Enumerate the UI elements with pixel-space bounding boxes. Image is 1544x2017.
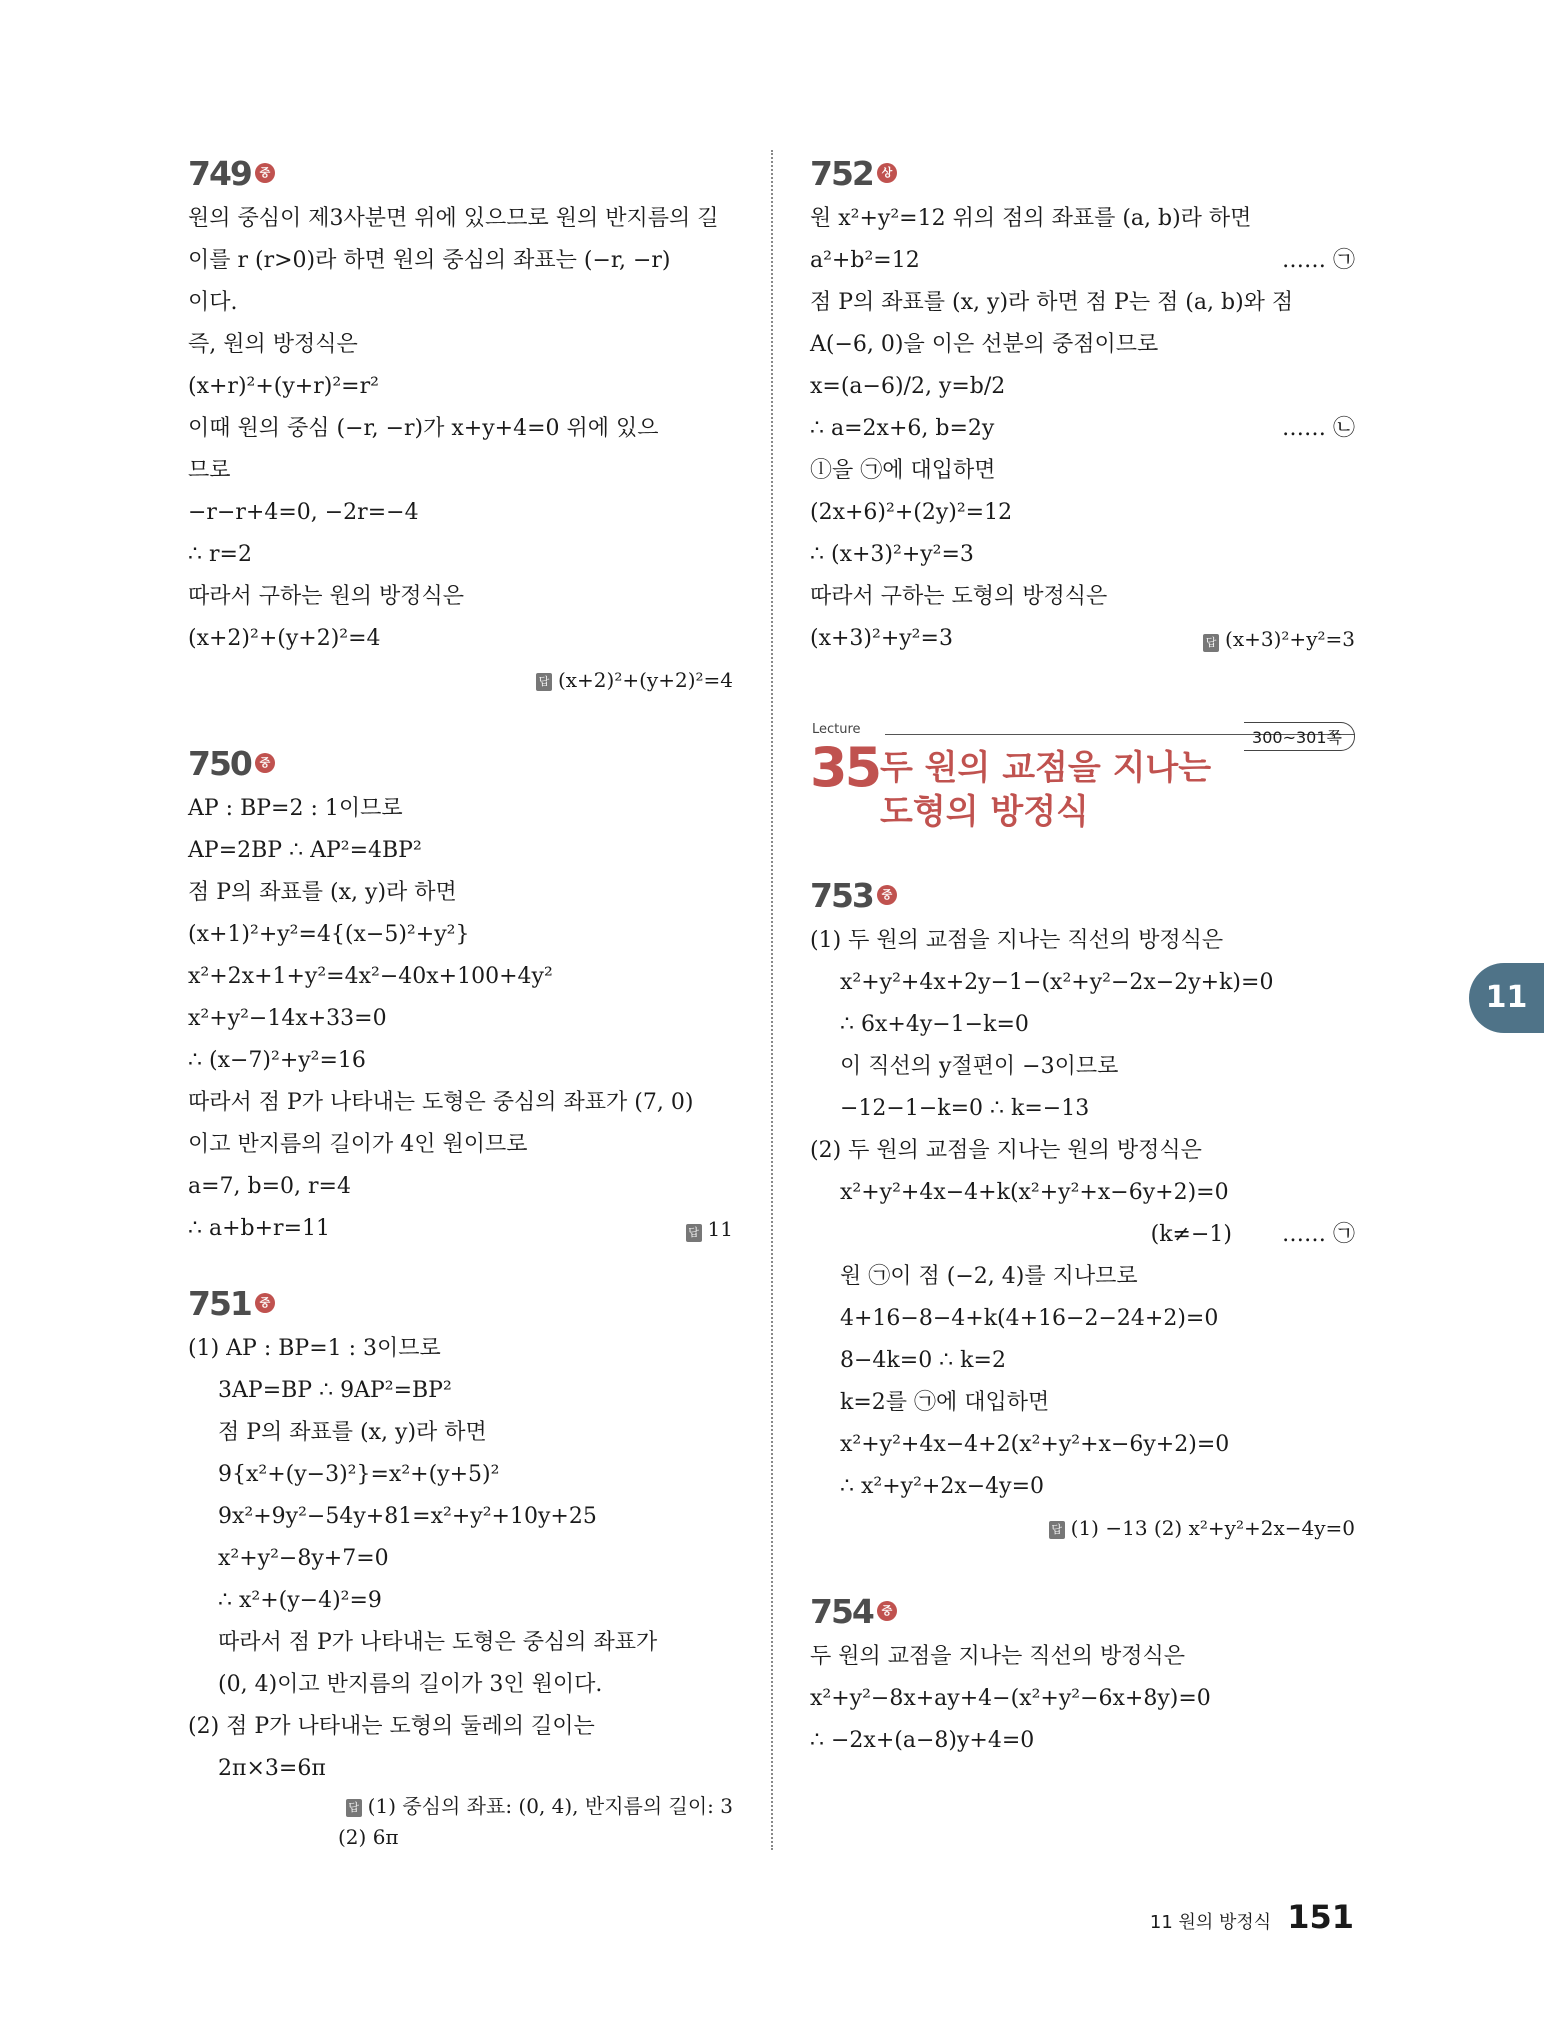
answer-icon: 답 — [1203, 634, 1219, 652]
answer: 답 (1) 중심의 좌표: (0, 4), 반지름의 길이: 3 — [188, 1790, 733, 1822]
chapter-side-tab: 11 — [1469, 963, 1544, 1033]
solution-line: 두 원의 교점을 지나는 직선의 방정식은 — [810, 1644, 1185, 1669]
problem-750 — [188, 740, 733, 1250]
problem-number: 753 — [810, 875, 873, 915]
solution-line: x²+y²−14x+33=0 — [188, 1006, 387, 1031]
solution-line: x²+y²+4x+2y−1−(x²+y²−2x−2y+k)=0 — [840, 970, 1274, 995]
solution-line: 점 P의 좌표를 (x, y)라 하면 — [218, 1420, 487, 1445]
solution-line: x²+y²−8x+ay+4−(x²+y²−6x+8y)=0 — [810, 1686, 1211, 1711]
solution-line: (1) 두 원의 교점을 지나는 직선의 방정식은 — [810, 928, 1224, 953]
difficulty-badge: 중 — [255, 163, 275, 183]
solution-line: ∴ x²+(y−4)²=9 — [218, 1588, 382, 1613]
solution-line: (1) AP : BP=1 : 3이므로 — [188, 1336, 441, 1361]
solution-line: 점 P의 좌표를 (x, y)라 하면 — [188, 880, 457, 905]
solution-line: 원 x²+y²=12 위의 점의 좌표를 (a, b)라 하면 — [810, 206, 1252, 231]
solution-line: 므로 — [188, 458, 231, 483]
problem-number: 749 — [188, 153, 251, 193]
equation-tag: …… ㉠ — [1282, 248, 1355, 273]
solution-line: 따라서 구하는 원의 방정식은 — [188, 584, 465, 609]
lecture-number: 35 — [810, 736, 880, 799]
solution-line: ∴ (x+3)²+y²=3 — [810, 542, 974, 567]
solution-line: (2x+6)²+(2y)²=12 — [810, 500, 1013, 525]
solution-line: ∴ (x−7)²+y²=16 — [188, 1048, 366, 1073]
answer-icon: 답 — [346, 1799, 362, 1817]
problem-754 — [810, 1588, 1355, 1762]
problem-number: 750 — [188, 743, 251, 783]
solution-line: x²+2x+1+y²=4x²−40x+100+4y² — [188, 964, 553, 989]
solution-line: (x+3)²+y²=3 답 (x+3)²+y²=3 — [810, 618, 1355, 660]
solution-line: (x+2)²+(y+2)²=4 — [188, 626, 381, 651]
difficulty-badge: 중 — [255, 1293, 275, 1313]
problem-number: 751 — [188, 1283, 251, 1323]
solution-line: 따라서 구하는 도형의 방정식은 — [810, 584, 1108, 609]
solution-line: AP : BP=2 : 1이므로 — [188, 796, 403, 821]
solution-line: k=2를 ㉠에 대입하면 — [840, 1390, 1050, 1415]
problem-749 — [188, 150, 733, 700]
solution-line: 따라서 점 P가 나타내는 도형은 중심의 좌표가 — [218, 1630, 658, 1655]
equation-tag: …… ㉡ — [1282, 416, 1355, 441]
page-number: 151 — [1287, 1898, 1354, 1936]
solution-line: ∴ r=2 — [188, 542, 252, 567]
solution-line: 따라서 점 P가 나타내는 도형은 중심의 좌표가 (7, 0) — [188, 1090, 694, 1115]
solution-line: ∴ a+b+r=11 답 11 — [188, 1208, 733, 1250]
column-divider — [771, 150, 773, 1850]
solution-line: 이 직선의 y절편이 −3이므로 — [840, 1054, 1119, 1079]
problem-751 — [188, 1280, 733, 1852]
equation-tag: …… ㉠ — [1282, 1222, 1355, 1247]
solution-line: −12−1−k=0 ∴ k=−13 — [840, 1096, 1090, 1121]
solution-line: 원 ㉠이 점 (−2, 4)를 지나므로 — [840, 1264, 1138, 1289]
solution-line: −r−r+4=0, −2r=−4 — [188, 500, 419, 525]
lecture-label: Lecture — [812, 722, 861, 737]
solution-line: 즉, 원의 방정식은 — [188, 332, 358, 357]
lecture-header — [810, 722, 1355, 872]
solution-line: A(−6, 0)을 이은 선분의 중점이므로 — [810, 332, 1159, 357]
solution-line: 9{x²+(y−3)²}=x²+(y+5)² — [218, 1462, 500, 1487]
answer: 답 (x+3)²+y²=3 — [1203, 618, 1355, 660]
right-column — [810, 150, 1355, 1810]
solution-line: x²+y²−8y+7=0 — [218, 1546, 389, 1571]
solution-line: 3AP=BP ∴ 9AP²=BP² — [218, 1378, 452, 1403]
problem-752 — [810, 150, 1355, 660]
difficulty-badge: 중 — [877, 1601, 897, 1621]
solution-line: 이를 r (r>0)라 하면 원의 중심의 좌표는 (−r, −r) — [188, 248, 671, 273]
solution-line: x²+y²+4x−4+2(x²+y²+x−6y+2)=0 — [840, 1432, 1230, 1457]
solution-line: AP=2BP ∴ AP²=4BP² — [188, 838, 422, 863]
solution-line: ∴ a=2x+6, b=2y …… ㉡ — [810, 408, 1355, 450]
solution-line: 원의 중심이 제3사분면 위에 있으므로 원의 반지름의 길 — [188, 206, 719, 231]
difficulty-badge: 상 — [877, 163, 897, 183]
solution-line: x²+y²+4x−4+k(x²+y²+x−6y+2)=0 — [840, 1180, 1229, 1205]
answer: 답 (1) −13 (2) x²+y²+2x−4y=0 — [810, 1508, 1355, 1548]
problem-753 — [810, 872, 1355, 1548]
solution-line: (x+1)²+y²=4{(x−5)²+y²} — [188, 922, 470, 947]
answer: 답 11 — [686, 1208, 733, 1251]
solution-line: a²+b²=12 …… ㉠ — [810, 240, 1355, 282]
answer-part-2: (2) 6π — [338, 1825, 399, 1849]
solution-line: ∴ 6x+4y−1−k=0 — [840, 1012, 1029, 1037]
solution-line: (0, 4)이고 반지름의 길이가 3인 원이다. — [218, 1672, 603, 1697]
solution-line: (2) 점 P가 나타내는 도형의 둘레의 길이는 — [188, 1714, 595, 1739]
left-column — [188, 150, 733, 1900]
solution-line: a=7, b=0, r=4 — [188, 1174, 351, 1199]
solution-line: 4+16−8−4+k(4+16−2−24+2)=0 — [840, 1306, 1219, 1331]
solution-line: 이다. — [188, 290, 238, 315]
solution-line: ∴ −2x+(a−8)y+4=0 — [810, 1728, 1035, 1753]
answer-icon: 답 — [1049, 1521, 1065, 1539]
solution-line: x=(a−6)/2, y=b/2 — [810, 374, 1006, 399]
footer-chapter: 11 원의 방정식 — [1149, 1912, 1272, 1933]
solution-line: 점 P의 좌표를 (x, y)라 하면 점 P는 점 (a, b)와 점 — [810, 290, 1294, 315]
lecture-pages: 300~301쪽 — [1244, 722, 1355, 751]
solution-line: ⓛ을 ㉠에 대입하면 — [810, 458, 996, 483]
solution-line: 2π×3=6π — [218, 1756, 326, 1781]
solution-line: 8−4k=0 ∴ k=2 — [840, 1348, 1006, 1373]
difficulty-badge: 중 — [877, 885, 897, 905]
solution-line: 이때 원의 중심 (−r, −r)가 x+y+4=0 위에 있으 — [188, 416, 659, 441]
lecture-title: 두 원의 교점을 지나는 도형의 방정식 — [880, 748, 1212, 832]
solution-line: (x+r)²+(y+r)²=r² — [188, 374, 379, 399]
solution-line: 이고 반지름의 길이가 4인 원이므로 — [188, 1132, 528, 1157]
problem-number: 754 — [810, 1591, 873, 1631]
solution-line: 9x²+9y²−54y+81=x²+y²+10y+25 — [218, 1504, 597, 1529]
solution-line: (k≠−1) …… ㉠ — [1150, 1222, 1355, 1247]
problem-number: 752 — [810, 153, 873, 193]
difficulty-badge: 중 — [255, 753, 275, 773]
solution-line: ∴ x²+y²+2x−4y=0 — [840, 1474, 1045, 1499]
answer-icon: 답 — [536, 673, 552, 691]
solution-line: (2) 두 원의 교점을 지나는 원의 방정식은 — [810, 1138, 1202, 1163]
page-footer — [1150, 1898, 1354, 1936]
answer-icon: 답 — [686, 1224, 702, 1242]
answer: 답 (x+2)²+(y+2)²=4 — [188, 660, 733, 700]
